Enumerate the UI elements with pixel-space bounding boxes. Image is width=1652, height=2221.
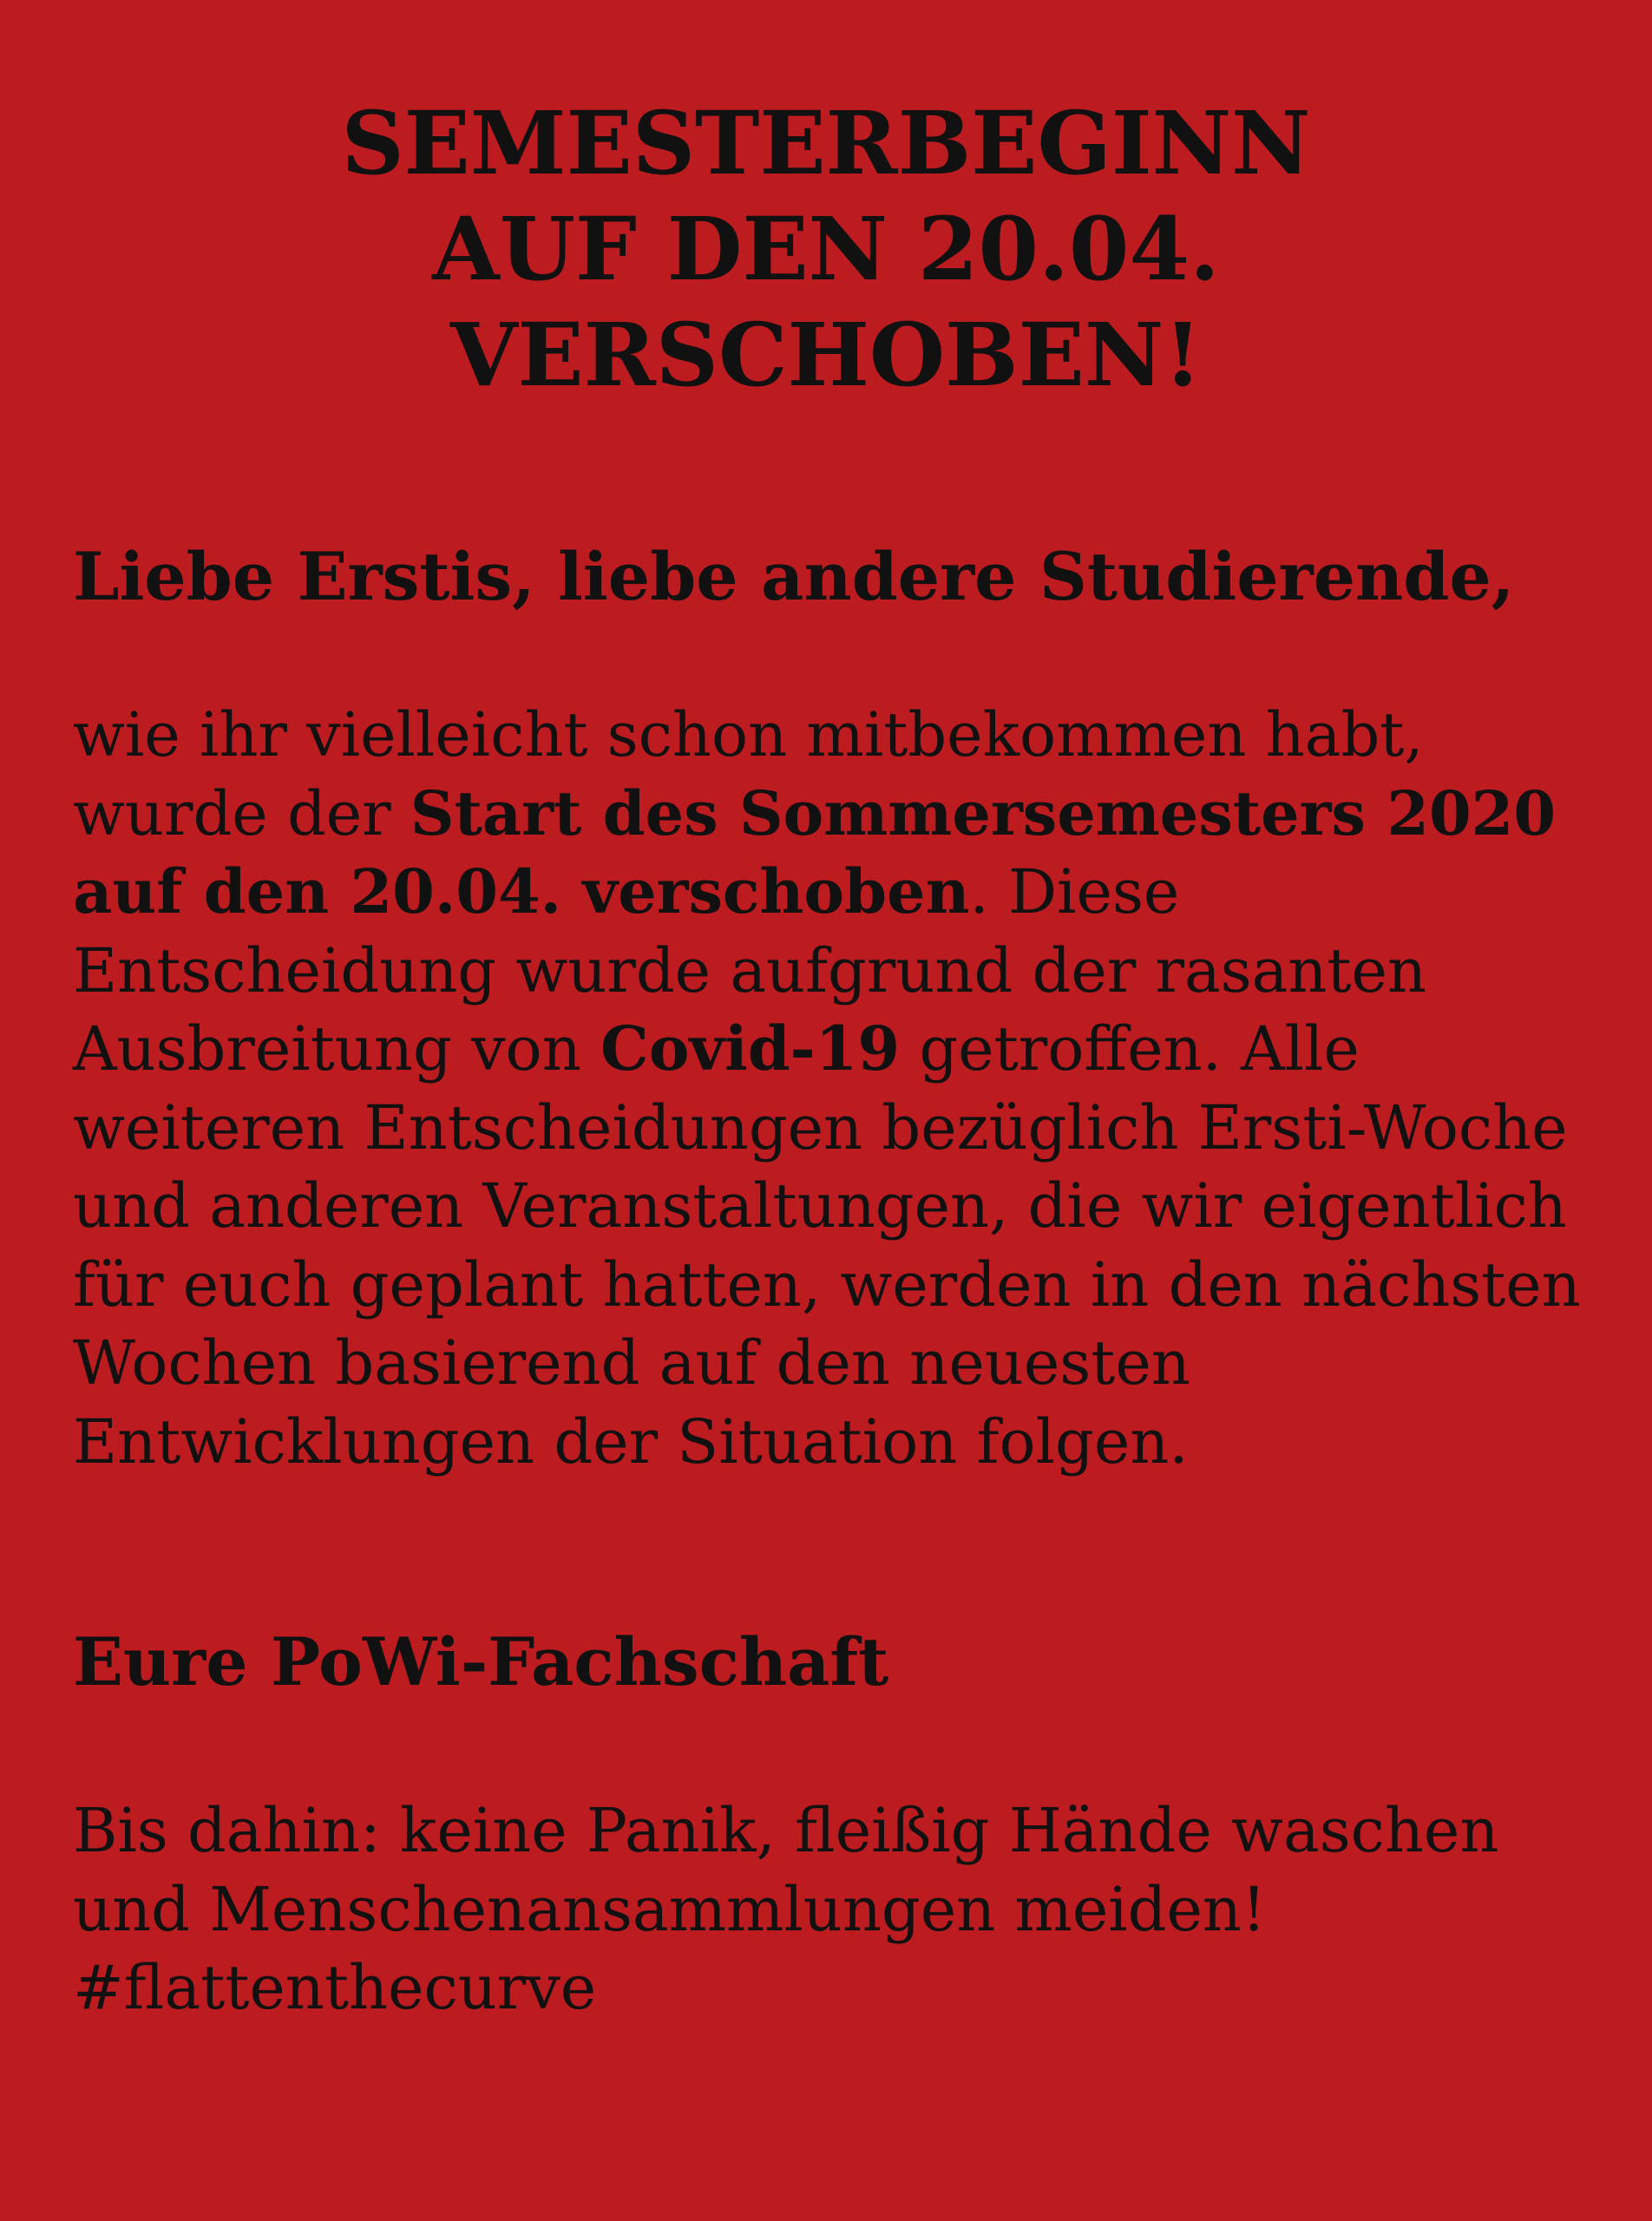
signature: Eure PoWi-Fachschaft	[73, 1623, 889, 1700]
body-line: Wochen basierend auf den neuesten	[73, 1327, 1190, 1399]
body-line: wie ihr vielleicht schon mitbekommen habt,	[73, 699, 1424, 770]
closing-line: und Menschenansammlungen meiden!	[73, 1873, 1267, 1945]
body-line: Entwicklungen der Situation folgen.	[73, 1405, 1189, 1477]
body-line: weiteren Entscheidungen bezüglich Ersti-Woche	[73, 1091, 1568, 1163]
closing-line: Bis dahin: keine Panik, fleißig Hände waschen	[73, 1795, 1499, 1866]
body-line	[73, 853, 1579, 932]
body-text-bold: Covid-19	[600, 1012, 901, 1084]
body-line: für euch geplant hatten, werden in den nächsten	[73, 1248, 1581, 1320]
headline-line: VERSCHOBEN!	[449, 304, 1203, 406]
body-line: Entscheidung wurde aufgrund der rasanten	[73, 934, 1427, 1006]
headline	[73, 0, 1579, 408]
body-line	[73, 775, 1579, 854]
body-paragraph	[73, 696, 1579, 1481]
body-text-bold: auf den 20.04. verschoben	[73, 855, 970, 927]
body-text-plain: wurde der	[73, 777, 410, 849]
body-text-plain: getroffen. Alle	[900, 1013, 1360, 1084]
headline-line: SEMESTERBEGINN	[341, 92, 1311, 194]
closing-paragraph	[73, 1792, 1579, 2028]
headline-line: AUF DEN 20.04.	[432, 198, 1220, 300]
hashtag: #flattenthecurve	[73, 1952, 597, 2023]
body-text-plain: Ausbreitung von	[73, 1013, 601, 1084]
body-line: und anderen Veranstaltungen, die wir eigentlich	[73, 1170, 1567, 1242]
greeting: Liebe Erstis, liebe andere Studierende,	[73, 538, 1515, 615]
body-text-plain: . Diese	[969, 856, 1180, 927]
body-text-bold: Start des Sommersemesters 2020	[410, 776, 1557, 849]
body-line	[73, 1010, 1579, 1089]
